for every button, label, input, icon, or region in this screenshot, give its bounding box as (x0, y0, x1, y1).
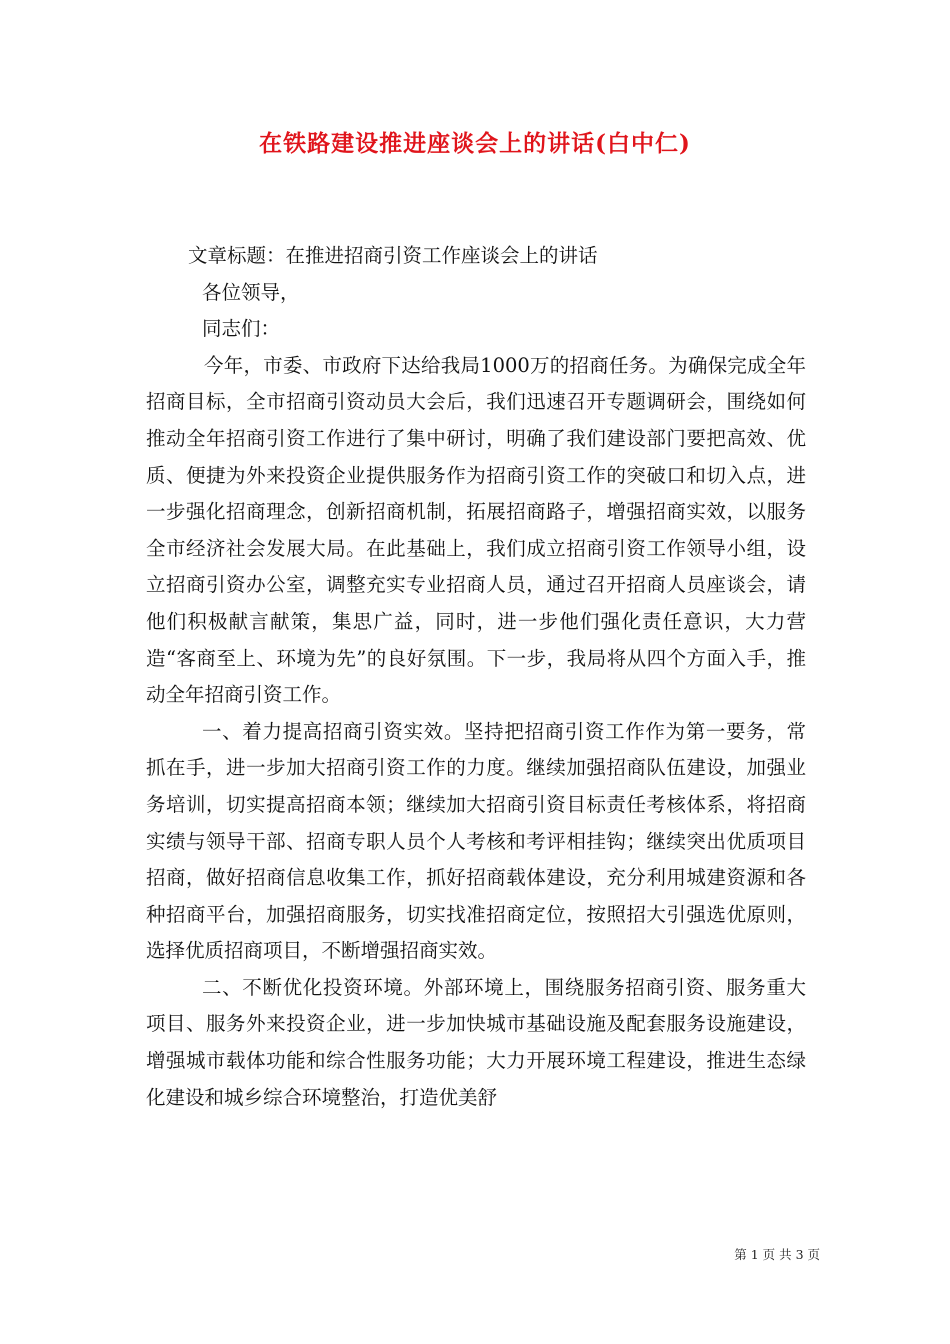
body-paragraph-section-2: 二、不断优化投资环境。外部环境上，围绕服务招商引资、服务重大项目、服务外来投资企业，进一步加快城市基础设施及配套服务设施建设，增强城市载体功能和综合性服务功能；大力开展环境工程建设，推进生态绿化建设和城乡综合环境整治，打造优美舒 (146, 975, 806, 1109)
page-indicator: 第 1 页 共 3 页 (734, 1247, 820, 1262)
salutation-leaders: 各位领导， (202, 280, 300, 304)
subject-line: 文章标题：在推进招商引资工作座谈会上的讲话 (188, 244, 598, 267)
document-title: 在铁路建设推进座谈会上的讲话(白中仁) (259, 130, 691, 157)
body-paragraph-section-1: 一、着力提高招商引资实效。坚持把招商引资工作作为第一要务，常抓在手，进一步加大招商引资工作的力度。继续加强招商队伍建设，加强业务培训，切实提高招商本领；继续加大招商引资目标责任考核体系，将招商实绩与领导干部、招商专职人员个人考核和考评相挂钩；继续突出优质项目招商，做好招商信息收集工作，抓好招商载体建设，充分利用城建资源和各种招商平台，加强招商服务，切实找准招商定位，按照招大引强选优原则，选择优质招商项目，不断增强招商实效。 (146, 719, 806, 963)
document-body (146, 238, 806, 1116)
body-paragraph-intro: 今年，市委、市政府下达给我局1000万的招商任务。为确保完成全年招商目标，全市招商引资动员大会后，我们迅速召开专题调研会，围绕如何推动全年招商引资工作进行了集中研讨，明确了我们建设部门要把高效、优质、便捷为外来投资企业提供服务作为招商引资工作的突破口和切入点，进一步强化招商理念，创新招商机制，拓展招商路子，增强招商实效，以服务全市经济社会发展大局。在此基础上，我们成立招商引资工作领导小组，设立招商引资办公室，调整充实专业招商人员，通过召开招商人员座谈会，请他们积极献言献策，集思广益，同时，进一步他们强化责任意识，大力营造“客商至上、环境为先”的良好氛围。下一步，我局将从四个方面入手，推动全年招商引资工作。 (146, 353, 806, 707)
salutation-comrades: 同志们： (202, 317, 281, 341)
